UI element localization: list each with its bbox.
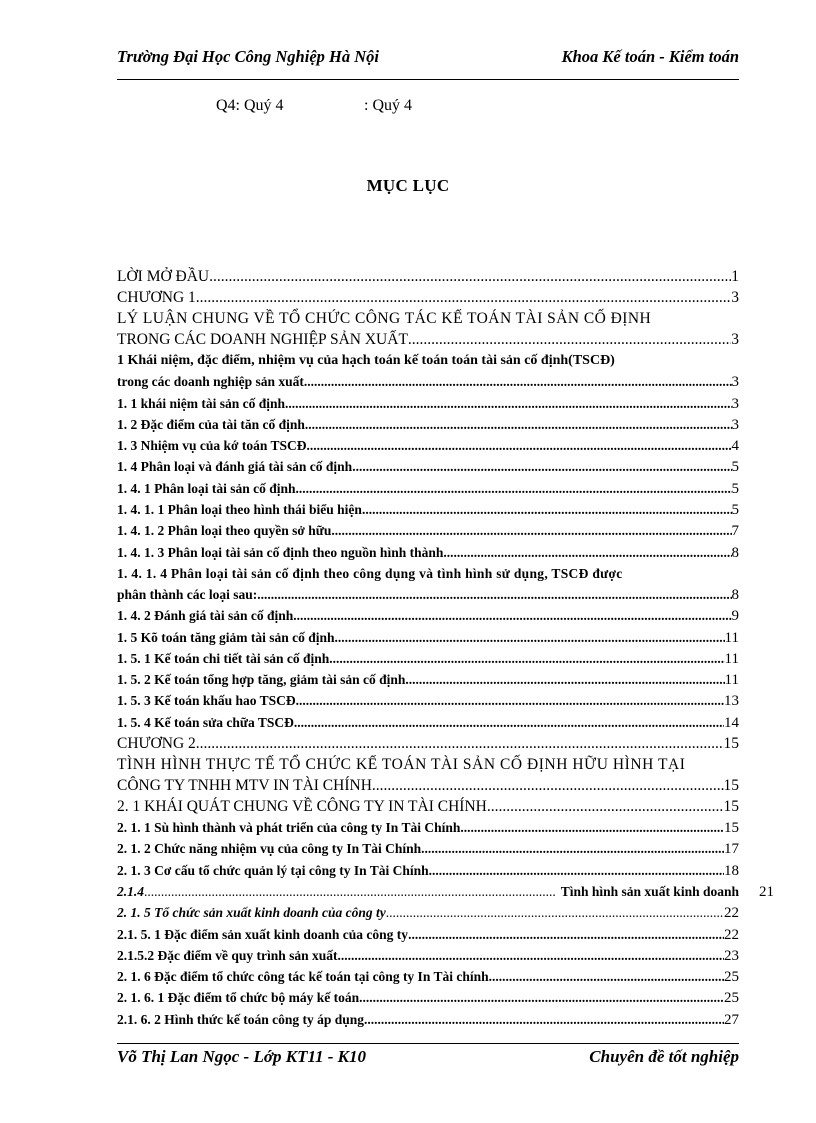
toc-leader: [307, 436, 732, 456]
toc-leader: [329, 649, 724, 669]
toc-leader: [338, 946, 724, 966]
toc-entry[interactable]: [117, 266, 739, 287]
toc-entry-label: 2. 1. 2 Chức năng nhiệm vụ của công ty In Tài Chính: [117, 841, 422, 857]
toc-leader: [352, 457, 731, 477]
toc-entry[interactable]: [117, 902, 739, 923]
toc-entry-label: 1. 1 khái niệm tài sản cố định: [117, 395, 286, 411]
toc-entry[interactable]: [117, 435, 739, 456]
document-type: Chuyên đề tốt nghiệp: [589, 1047, 739, 1066]
toc-leader: [421, 839, 724, 859]
toc-entry-label-line1: 1. 4. 1. 4 Phân loại tài sản cố định theo công dụng và tình hình sử dụng, TSCĐ được: [117, 565, 623, 581]
toc-entry[interactable]: [117, 711, 739, 732]
toc-entry[interactable]: [117, 350, 739, 392]
toc-entry-label: 2. 1. 1 Sù hình thành và phát triển của công ty In Tài Chính: [117, 820, 461, 836]
toc-entry-label: 1. 2 Đặc điểm của tài tăn cố định: [117, 416, 305, 432]
toc-entry-label: 1. 5. 1 Kế toán chi tiết tài sản cố định: [117, 650, 330, 666]
toc-entry[interactable]: [117, 796, 739, 817]
toc-entry[interactable]: [117, 733, 739, 754]
toc-leader: [359, 988, 724, 1008]
toc-entry[interactable]: [117, 1008, 739, 1029]
table-of-contents: [117, 266, 774, 1030]
toc-entry-page: 17: [724, 841, 739, 858]
toc-leader: [196, 288, 731, 308]
toc-entry[interactable]: [117, 859, 739, 880]
toc-leader: [362, 500, 732, 520]
toc-leader: [285, 394, 731, 414]
toc-leader: [372, 776, 724, 796]
toc-entry-page: 8: [731, 544, 739, 561]
toc-entry[interactable]: [117, 923, 739, 944]
toc-entry-label: 1. 4. 1 Phân loại tài sản cố định: [117, 480, 296, 496]
toc-leader: [487, 797, 724, 817]
toc-leader: [460, 818, 724, 838]
toc-entry[interactable]: [117, 287, 739, 308]
toc-leader: [405, 670, 724, 690]
toc-entry-page: 1: [731, 268, 739, 285]
toc-leader: [196, 734, 724, 754]
toc-entry-page: 3: [731, 395, 739, 412]
toc-entry[interactable]: [117, 456, 739, 477]
toc-leader: [489, 967, 724, 987]
toc-entry[interactable]: [117, 499, 739, 520]
toc-entry-label: 1. 4 Phân loại và đánh giá tài sản cố định: [117, 459, 353, 475]
toc-entry-page: 3: [731, 289, 739, 306]
toc-entry-label: 1. 5. 3 Kế toán khấu hao TSCĐ: [117, 693, 296, 709]
toc-entry[interactable]: [117, 966, 739, 987]
toc-entry-page: 25: [724, 990, 739, 1007]
toc-entry-label-line1: TÌNH HÌNH THỰC TẾ TỔ CHỨC KẾ TOÁN TÀI SẢN CỐ ĐỊNH HỮU HÌNH TẠI: [117, 755, 686, 773]
toc-entry-page: 22: [724, 905, 739, 922]
footer-divider: [117, 1043, 739, 1044]
header-divider: [117, 79, 739, 80]
toc-entry-page: 7: [731, 523, 739, 540]
toc-entry-label: 2.1.4: [117, 883, 144, 899]
faculty-name: Khoa Kế toán - Kiểm toán: [561, 47, 739, 66]
toc-entry[interactable]: [117, 945, 739, 966]
toc-entry-label: phân thành các loại sau:: [117, 586, 258, 602]
toc-entry-label: 1. 4. 2 Đánh giá tài sản cố định: [117, 608, 294, 624]
toc-entry[interactable]: [117, 754, 739, 796]
toc-entry-page: 5: [731, 480, 739, 497]
toc-entry[interactable]: [117, 817, 739, 838]
school-name: Trường Đại Học Công Nghiệp Hà Nội: [117, 47, 379, 66]
toc-entry[interactable]: [117, 987, 739, 1008]
toc-entry-label: 2. 1 KHÁI QUÁT CHUNG VỀ CÔNG TY IN TÀI CHÍNH: [117, 797, 487, 815]
toc-entry-page: 11: [724, 629, 739, 646]
toc-entry-page: 14: [724, 714, 739, 731]
toc-entry-label: 1. 4. 1. 3 Phân loại tài sản cố định theo nguồn hình thành: [117, 544, 444, 560]
toc-leader: [364, 1010, 724, 1030]
toc-entry[interactable]: [117, 881, 774, 902]
toc-entry[interactable]: [117, 669, 739, 690]
toc-entry-page: 8: [731, 586, 739, 603]
toc-entry-label: 2.1. 6. 2 Hình thức kế toán công ty áp dụng: [117, 1011, 365, 1027]
toc-entry-label: 1. 4. 1. 1 Phân loại theo hình thái biểu hiện: [117, 502, 362, 518]
quarter-label: Q4: Quý 4: [216, 97, 284, 114]
toc-entry-label: LỜI MỞ ĐẦU: [117, 268, 210, 285]
toc-entry-page: 18: [724, 862, 739, 879]
toc-entry-label: 1. 5. 2 Kế toán tổng hợp tăng, giảm tài sản cố định: [117, 672, 406, 688]
toc-entry-label: trong các doanh nghiệp sản xuất: [117, 374, 304, 390]
toc-entry[interactable]: [117, 477, 739, 498]
toc-leader: [304, 372, 732, 392]
toc-leader: [429, 861, 724, 881]
toc-entry-label: 1. 5. 4 Kế toán sửa chữa TSCĐ: [117, 714, 294, 730]
toc-entry[interactable]: [117, 648, 739, 669]
toc-title: MỤC LỤC: [366, 176, 450, 195]
toc-leader: [335, 628, 725, 648]
toc-entry[interactable]: [117, 392, 739, 413]
toc-entry-page: 23: [724, 947, 739, 964]
toc-entry-label-tail: Tình hình sản xuất kinh doanh: [560, 883, 739, 899]
toc-entry-page: 3: [731, 374, 739, 391]
toc-leader: [257, 585, 731, 605]
toc-entry-label: CÔNG TY TNHH MTV IN TÀI CHÍNH: [117, 776, 372, 794]
toc-entry[interactable]: [117, 563, 739, 605]
toc-entry-label: 2. 1. 5 Tổ chức sản xuất kinh doanh của công ty: [117, 905, 386, 921]
toc-entry-page: 3: [731, 331, 739, 348]
toc-leader: [386, 903, 724, 923]
toc-entry-page: 21: [759, 883, 774, 900]
toc-leader: [144, 882, 555, 902]
toc-entry-label: CHƯƠNG 2: [117, 734, 196, 752]
toc-entry-label: 1. 4. 1. 2 Phân loại theo quyền sở hữu: [117, 523, 332, 539]
toc-entry-page: 5: [731, 459, 739, 476]
toc-entry[interactable]: [117, 690, 739, 711]
toc-leader: [296, 691, 724, 711]
toc-leader: [331, 521, 731, 541]
toc-leader: [296, 479, 732, 499]
toc-entry[interactable]: [117, 626, 739, 647]
toc-leader: [305, 415, 732, 435]
toc-entry[interactable]: [117, 605, 739, 626]
toc-leader: [408, 330, 731, 350]
toc-entry-label: 2. 1. 3 Cơ cấu tổ chức quản lý tại công ty In Tài Chính: [117, 862, 429, 878]
toc-entry-label: 1. 5 Kõ toán tăng giảm tài sản cố định: [117, 629, 335, 645]
toc-entry-label: TRONG CÁC DOANH NGHIỆP SẢN XUẤT: [117, 331, 408, 348]
toc-entry-label: 1. 3 Nhiệm vụ của kớ toán TSCĐ: [117, 438, 307, 454]
toc-entry-page: 11: [724, 650, 739, 667]
toc-entry-page: 15: [723, 797, 739, 815]
toc-entry-label: 2. 1. 6 Đặc điểm tổ chức công tác kế toán tại công ty In Tài chính: [117, 969, 489, 985]
toc-entry-page: 27: [724, 1011, 739, 1028]
quarter-value: : Quý 4: [364, 97, 412, 114]
toc-entry-page: 11: [724, 672, 739, 689]
toc-leader: [293, 606, 731, 626]
toc-entry-page: 25: [724, 969, 739, 986]
toc-entry-page: 9: [731, 608, 739, 625]
toc-leader: [294, 713, 724, 733]
toc-entry[interactable]: [117, 520, 739, 541]
toc-entry-label-line1: 1 Khái niệm, đặc điểm, nhiệm vụ của hạch toán kế toán toán tài sản cố định(TSCĐ): [117, 353, 615, 368]
toc-entry-page: 5: [731, 502, 739, 519]
toc-entry-label: 2.1.5.2 Đặc điểm về quy trình sản xuất: [117, 947, 338, 963]
page-header: [117, 47, 739, 69]
toc-entry[interactable]: [117, 541, 739, 562]
toc-entry-page: 15: [723, 734, 739, 752]
toc-entry[interactable]: [117, 838, 739, 859]
toc-entry-label: 2. 1. 6. 1 Đặc điểm tổ chức bộ máy kế toán: [117, 990, 360, 1006]
toc-leader: [443, 543, 731, 563]
toc-entry-page: 15: [724, 820, 739, 837]
page-footer: [117, 1047, 739, 1069]
toc-entry-page: 3: [731, 416, 739, 433]
toc-entry-label: 2.1. 5. 1 Đặc điểm sản xuất kinh doanh của công ty: [117, 926, 409, 942]
toc-leader: [408, 925, 724, 945]
toc-entry-page: 13: [724, 693, 739, 710]
author-info: Võ Thị Lan Ngọc - Lớp KT11 - K10: [117, 1047, 367, 1066]
toc-leader: [209, 267, 731, 287]
toc-entry-page: 15: [723, 776, 739, 794]
toc-entry-label-line1: LÝ LUẬN CHUNG VỀ TỔ CHỨC CÔNG TÁC KẾ TOÁN TÀI SẢN CỐ ĐỊNH: [117, 310, 652, 327]
toc-entry[interactable]: [117, 414, 739, 435]
toc-entry-page: 4: [731, 438, 739, 455]
toc-entry[interactable]: [117, 308, 739, 350]
toc-entry-label: CHƯƠNG 1: [117, 289, 196, 306]
toc-entry-page: 22: [724, 926, 739, 943]
